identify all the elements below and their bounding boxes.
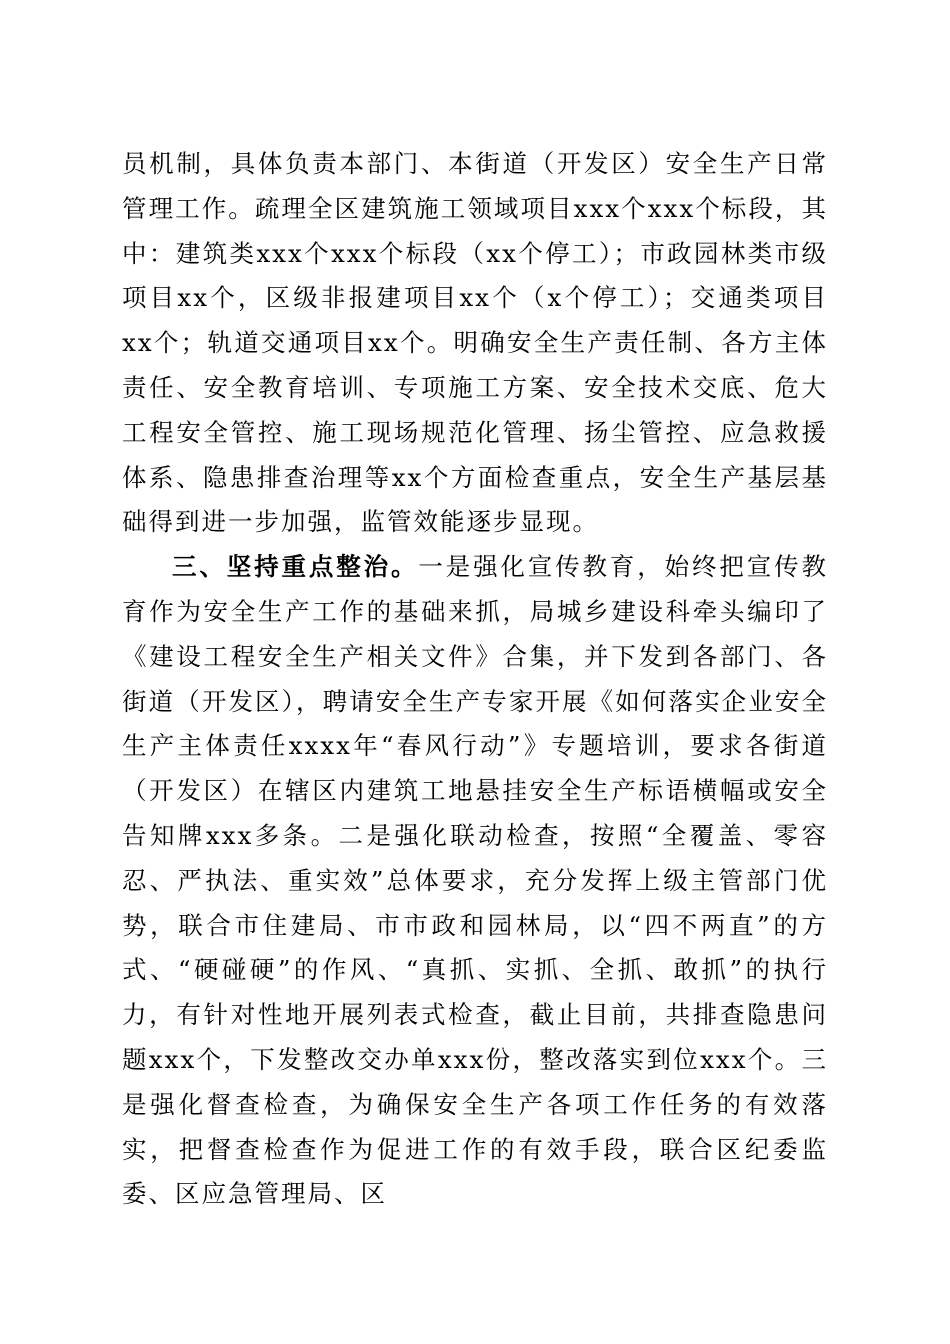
document-body (122, 142, 828, 1217)
section-heading: 三、坚持重点整治。 (172, 552, 419, 582)
paragraph-continued: 员机制，具体负责本部门、本街道（开发区）安全生产日常管理工作。疏理全区建筑施工领域项目xxx个xxx个标段，其中：建筑类xxx个xxx个标段（xx个停工）；市政园林类市级项目xx个，区级非报建项目xx个（x个停工）；交通类项目xx个；轨道交通项目xx个。明确安全生产责任制、各方主体责任、安全教育培训、专项施工方案、安全技术交底、危大工程安全管控、施工现场规范化管理、扬尘管控、应急救援体系、隐患排查治理等xx个方面检查重点，安全生产基层基础得到进一步加强，监管效能逐步显现。 (122, 149, 828, 537)
paragraph-body: 一是强化宣传教育，始终把宣传教育作为安全生产工作的基础来抓，局城乡建设科牵头编印了《建设工程安全生产相关文件》合集，并下发到各部门、各街道（开发区），聘请安全生产专家开展《如何落实企业安全生产主体责任xxxx年“春风行动”》专题培训，要求各街道（开发区）在辖区内建筑工地悬挂安全生产标语横幅或安全告知牌xxx多条。二是强化联动检查，按照“全覆盖、零容忍、严执法、重实效”总体要求，充分发挥上级主管部门优势，联合市住建局、市市政和园林局，以“四不两直”的方式、“硬碰硬”的作风、“真抓、实抓、全抓、敢抓”的执行力，有针对性地开展列表式检查，截止目前，共排查隐患问题xxx个，下发整改交办单xxx份，整改落实到位xxx个。三是强化督查检查，为确保安全生产各项工作任务的有效落实，把督查检查作为促进工作的有效手段，联合区纪委监委、区应急管理局、区 (122, 552, 829, 1209)
paragraph-key-rectification (122, 545, 828, 1217)
